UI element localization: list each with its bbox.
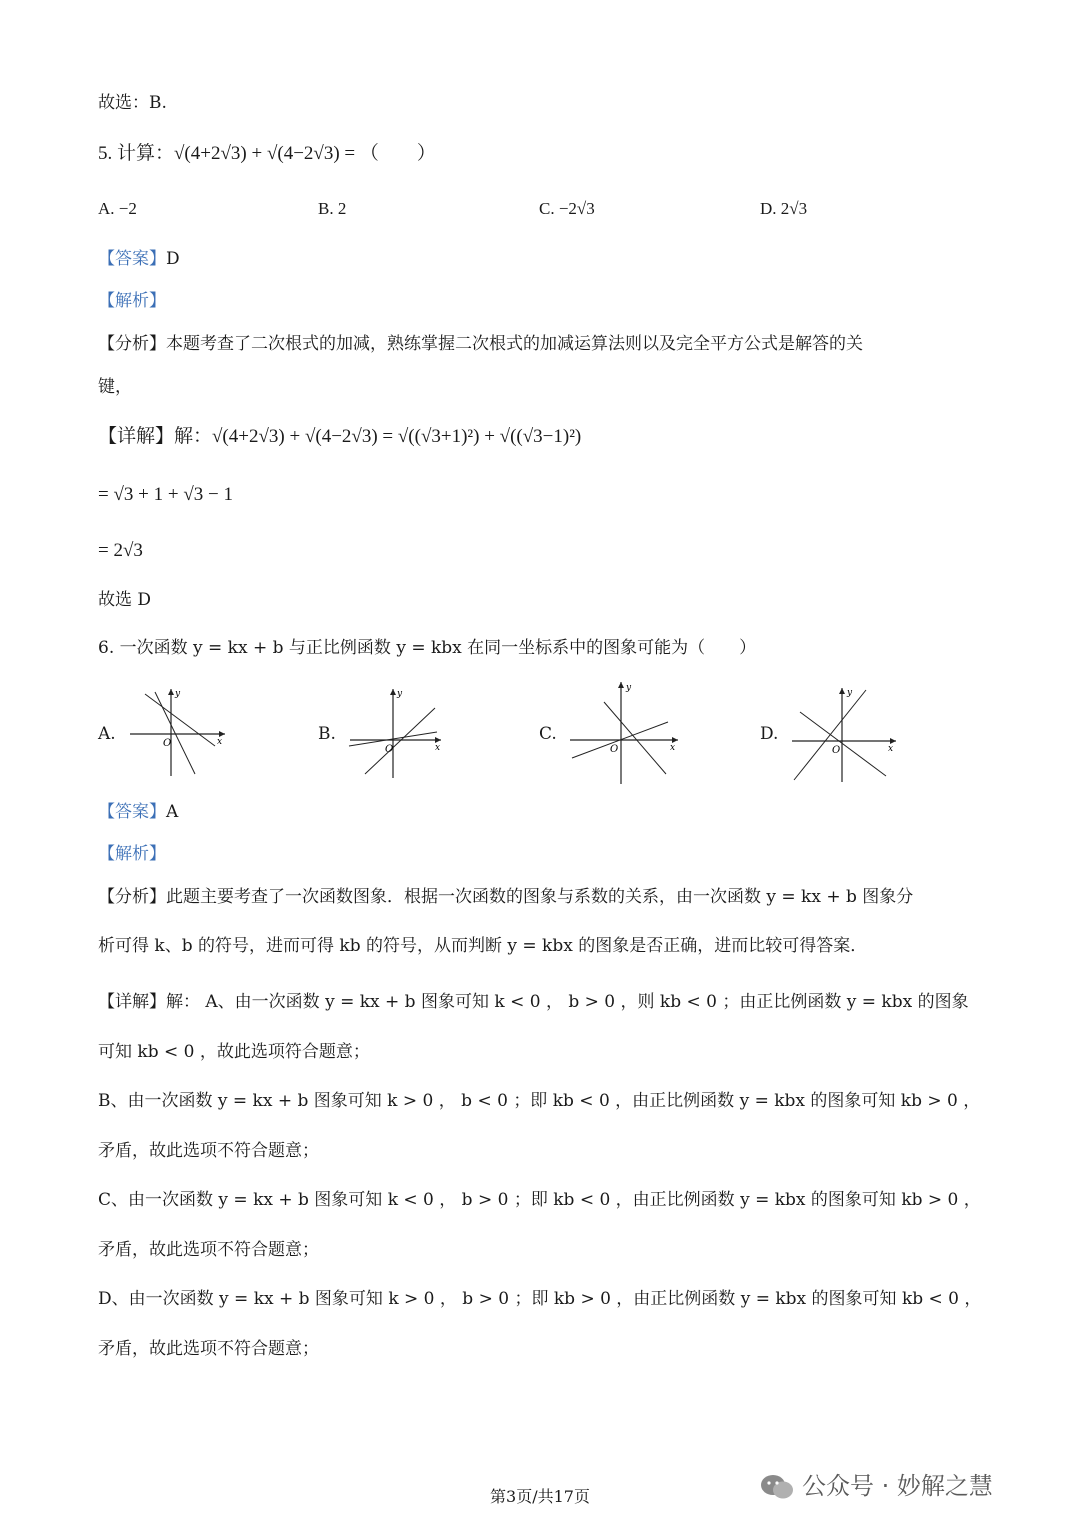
q6-option-d-label: D.	[760, 724, 779, 744]
q5-option-a: A. −2	[98, 199, 137, 218]
q5-analysis-1: 【分析】本题考查了二次根式的加减，熟练掌握二次根式的加减运算法则以及完全平方公式是解答的关	[98, 334, 863, 354]
wechat-icon	[760, 1473, 794, 1501]
q6-analysis-1: 【分析】此题主要考查了一次函数图象．根据一次函数的图象与系数的关系，由一次函数 y = kx + b 图象分	[98, 887, 914, 907]
q5-detail: 【详解】解：√(4+2√3) + √(4−2√3) = √((√3+1)²) + √((√3−1)²)	[98, 426, 582, 447]
q5-option-d: D. 2√3	[760, 199, 808, 218]
q6-detail-c-2: 矛盾，故此选项不符合题意；	[98, 1240, 319, 1260]
q6-jiexi-heading: 【解析】	[98, 844, 166, 864]
q5-step-1: = √3 + 1 + √3 − 1	[98, 484, 233, 505]
svg-text:x: x	[888, 744, 894, 754]
svg-text:O: O	[832, 745, 841, 756]
q5-answer: 【答案】D	[98, 249, 180, 269]
q6-graph-a	[125, 684, 235, 780]
watermark: 公众号 · 妙解之慧	[760, 1466, 993, 1501]
q5-step-2: = 2√3	[98, 540, 143, 561]
prev-answer-line: 故选：B.	[98, 93, 167, 113]
q5-option-b: B. 2	[318, 199, 347, 218]
question-6: 6. 一次函数 y = kx + b 与正比例函数 y = kbx 在同一坐标系中的图象可能为（ ）	[98, 638, 757, 658]
q6-option-a-label: A.	[98, 724, 116, 744]
svg-text:x: x	[670, 743, 676, 753]
svg-text:y: y	[847, 688, 853, 698]
q6-detail-c-1: C、由一次函数 y = kx + b 图象可知 k < 0 ， b > 0 ；即 kb < 0 ，由正比例函数 y = kbx 的图象可知 kb > 0 ，	[98, 1190, 981, 1210]
svg-text:O: O	[385, 744, 394, 755]
q5-analysis-2: 键，	[98, 377, 132, 397]
svg-text:y: y	[626, 683, 632, 693]
q6-graph-c	[568, 678, 683, 786]
q5-jiexi-heading: 【解析】	[98, 291, 166, 311]
q6-answer: 【答案】A	[98, 802, 179, 822]
q6-option-b-label: B.	[318, 724, 336, 744]
svg-text:y: y	[175, 689, 181, 699]
q6-detail-a-2: 可知 kb < 0 ，故此选项符合题意；	[98, 1042, 370, 1062]
svg-text:x: x	[435, 743, 441, 753]
q6-detail-d-1: D、由一次函数 y = kx + b 图象可知 k > 0 ， b > 0 ；即 kb > 0 ，由正比例函数 y = kbx 的图象可知 kb < 0 ，	[98, 1289, 982, 1309]
q6-option-c-label: C.	[539, 724, 557, 744]
svg-text:O: O	[610, 744, 619, 755]
q6-detail-d-2: 矛盾，故此选项不符合题意；	[98, 1339, 319, 1359]
q5-option-c: C. −2√3	[539, 199, 595, 218]
q6-detail-b-2: 矛盾，故此选项不符合题意；	[98, 1141, 319, 1161]
page-footer: 第3页/共17页	[490, 1487, 590, 1506]
question-5: 5. 计算：√(4+2√3) + √(4−2√3) = （ ）	[98, 143, 436, 164]
svg-text:x: x	[217, 737, 223, 747]
svg-text:O: O	[163, 738, 172, 749]
q5-conclusion: 故选 D	[98, 590, 152, 610]
q6-analysis-2: 析可得 k、b 的符号，进而可得 kb 的符号，从而判断 y = kbx 的图象是否正确，进而比较可得答案．	[98, 936, 868, 956]
q6-detail-b-1: B、由一次函数 y = kx + b 图象可知 k > 0 ， b < 0 ；即 kb < 0 ，由正比例函数 y = kbx 的图象可知 kb > 0 ，	[98, 1091, 981, 1111]
q6-graph-d	[790, 684, 900, 784]
q6-graph-b	[345, 684, 445, 780]
svg-text:y: y	[397, 689, 403, 699]
q6-detail-a-1: 【详解】解： A、由一次函数 y = kx + b 图象可知 k < 0 ， b > 0 ，则 kb < 0 ；由正比例函数 y = kbx 的图象	[98, 992, 969, 1012]
